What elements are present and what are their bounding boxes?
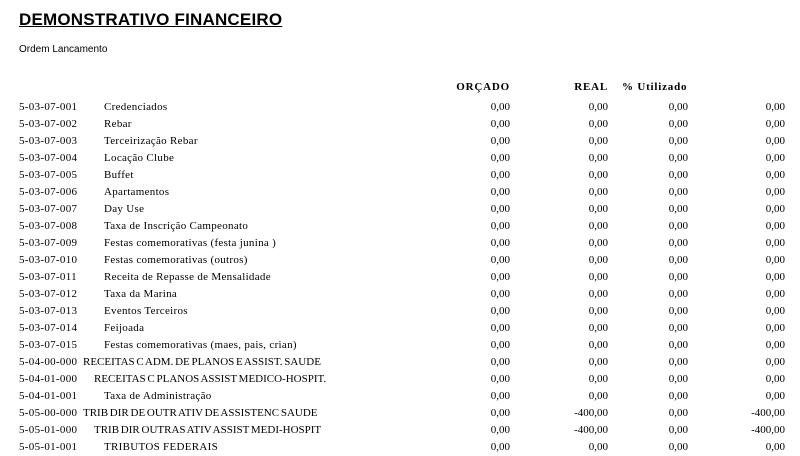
orcado-value: 0,00 — [490, 339, 510, 351]
account-description: Taxa de Administração — [104, 390, 212, 402]
orcado-value: 0,00 — [490, 424, 510, 436]
account-description: RECEITAS C ADM. DE PLANOS E ASSIST. SAUDE — [83, 356, 321, 368]
extra-value: 0,00 — [765, 322, 785, 334]
account-code: 5-03-07-011 — [19, 271, 77, 283]
account-code: 5-03-07-012 — [19, 288, 78, 300]
orcado-value: 0,00 — [490, 390, 510, 402]
orcado-value: 0,00 — [490, 186, 510, 198]
real-value: 0,00 — [588, 101, 608, 113]
table-row — [0, 99, 800, 116]
table-row — [0, 439, 800, 456]
extra-value: 0,00 — [765, 135, 785, 147]
account-code: 5-03-07-014 — [19, 322, 78, 334]
account-description: Festas comemorativas (festa junina ) — [104, 237, 277, 249]
table-row — [0, 320, 800, 337]
utilizado-value: 0,00 — [668, 203, 688, 215]
orcado-value: 0,00 — [490, 203, 510, 215]
table-row — [0, 422, 800, 439]
table-row — [0, 269, 800, 286]
account-description: Locação Clube — [104, 152, 175, 164]
account-description: Feijoada — [104, 322, 145, 334]
account-description: Receita de Repasse de Mensalidade — [104, 271, 271, 283]
account-description: Credenciados — [104, 101, 168, 113]
extra-value: 0,00 — [765, 373, 785, 385]
table-row — [0, 388, 800, 405]
orcado-value: 0,00 — [490, 407, 510, 419]
table-row — [0, 167, 800, 184]
account-description: Buffet — [104, 169, 134, 181]
account-code: 5-05-01-000 — [19, 424, 78, 436]
account-description: Festas comemorativas (outros) — [104, 254, 248, 266]
real-value: 0,00 — [588, 118, 608, 130]
account-code: 5-03-07-001 — [19, 101, 78, 113]
account-code: 5-03-07-003 — [19, 135, 78, 147]
table-row — [0, 371, 800, 388]
column-header-orcado: ORÇADO — [456, 81, 510, 93]
extra-value: -400,00 — [751, 424, 785, 436]
utilizado-value: 0,00 — [668, 135, 688, 147]
utilizado-value: 0,00 — [668, 254, 688, 266]
utilizado-value: 0,00 — [668, 169, 688, 181]
account-description: TRIB DIR OUTRAS ATIV ASSIST MEDI-HOSPIT — [94, 424, 322, 436]
real-value: 0,00 — [588, 169, 608, 181]
extra-value: 0,00 — [765, 152, 785, 164]
orcado-value: 0,00 — [490, 288, 510, 300]
account-code: 5-03-07-007 — [19, 203, 78, 215]
account-description: RECEITAS C PLANOS ASSIST MEDICO-HOSPIT. — [94, 373, 327, 385]
account-code: 5-05-00-000 — [19, 407, 78, 419]
extra-value: 0,00 — [765, 254, 785, 266]
real-value: 0,00 — [588, 152, 608, 164]
orcado-value: 0,00 — [490, 118, 510, 130]
orcado-value: 0,00 — [490, 441, 510, 453]
table-row — [0, 184, 800, 201]
real-value: 0,00 — [588, 373, 608, 385]
orcado-value: 0,00 — [490, 356, 510, 368]
orcado-value: 0,00 — [490, 220, 510, 232]
utilizado-value: 0,00 — [668, 373, 688, 385]
orcado-value: 0,00 — [490, 322, 510, 334]
real-value: 0,00 — [588, 203, 608, 215]
real-value: 0,00 — [588, 322, 608, 334]
real-value: -400,00 — [574, 424, 608, 436]
report-subtitle: Ordem Lancamento — [19, 44, 108, 55]
account-description: Rebar — [104, 118, 132, 130]
table-row — [0, 252, 800, 269]
account-description: TRIBUTOS FEDERAIS — [104, 441, 218, 453]
real-value: 0,00 — [588, 271, 608, 283]
account-description: Eventos Terceiros — [104, 305, 188, 317]
utilizado-value: 0,00 — [668, 152, 688, 164]
table-row — [0, 286, 800, 303]
table-row — [0, 201, 800, 218]
real-value: 0,00 — [588, 441, 608, 453]
utilizado-value: 0,00 — [668, 288, 688, 300]
extra-value: 0,00 — [765, 237, 785, 249]
orcado-value: 0,00 — [490, 101, 510, 113]
real-value: 0,00 — [588, 339, 608, 351]
real-value: 0,00 — [588, 390, 608, 402]
account-code: 5-03-07-009 — [19, 237, 78, 249]
account-description: Taxa de Inscrição Campeonato — [104, 220, 249, 232]
account-code: 5-03-07-005 — [19, 169, 78, 181]
utilizado-value: 0,00 — [668, 271, 688, 283]
extra-value: 0,00 — [765, 101, 785, 113]
report-table — [0, 99, 800, 456]
utilizado-value: 0,00 — [668, 305, 688, 317]
real-value: 0,00 — [588, 220, 608, 232]
account-code: 5-03-07-002 — [19, 118, 78, 130]
real-value: 0,00 — [588, 135, 608, 147]
real-value: 0,00 — [588, 254, 608, 266]
account-code: 5-04-00-000 — [19, 356, 78, 368]
orcado-value: 0,00 — [490, 169, 510, 181]
real-value: 0,00 — [588, 356, 608, 368]
real-value: 0,00 — [588, 186, 608, 198]
table-row — [0, 133, 800, 150]
table-row — [0, 218, 800, 235]
orcado-value: 0,00 — [490, 237, 510, 249]
extra-value: 0,00 — [765, 339, 785, 351]
extra-value: 0,00 — [765, 271, 785, 283]
account-description: Day Use — [104, 203, 145, 215]
extra-value: 0,00 — [765, 118, 785, 130]
extra-value: 0,00 — [765, 169, 785, 181]
account-description: Festas comemorativas (maes, pais, crian) — [104, 339, 297, 351]
orcado-value: 0,00 — [490, 152, 510, 164]
table-row — [0, 150, 800, 167]
extra-value: 0,00 — [765, 220, 785, 232]
account-code: 5-05-01-001 — [19, 441, 78, 453]
utilizado-value: 0,00 — [668, 424, 688, 436]
real-value: 0,00 — [588, 288, 608, 300]
account-code: 5-03-07-015 — [19, 339, 78, 351]
orcado-value: 0,00 — [490, 135, 510, 147]
column-header-real: REAL — [574, 81, 608, 93]
extra-value: 0,00 — [765, 203, 785, 215]
table-row — [0, 405, 800, 422]
orcado-value: 0,00 — [490, 305, 510, 317]
utilizado-value: 0,00 — [668, 220, 688, 232]
extra-value: 0,00 — [765, 356, 785, 368]
utilizado-value: 0,00 — [668, 407, 688, 419]
column-header-utilizado: % Utilizado — [622, 81, 688, 93]
real-value: 0,00 — [588, 237, 608, 249]
utilizado-value: 0,00 — [668, 390, 688, 402]
account-description: Terceirização Rebar — [104, 135, 198, 147]
extra-value: 0,00 — [765, 186, 785, 198]
extra-value: -400,00 — [751, 407, 785, 419]
extra-value: 0,00 — [765, 441, 785, 453]
table-row — [0, 303, 800, 320]
utilizado-value: 0,00 — [668, 339, 688, 351]
extra-value: 0,00 — [765, 390, 785, 402]
report-title: DEMONSTRATIVO FINANCEIRO — [19, 10, 283, 29]
table-row — [0, 116, 800, 133]
account-code: 5-03-07-004 — [19, 152, 78, 164]
extra-value: 0,00 — [765, 288, 785, 300]
utilizado-value: 0,00 — [668, 441, 688, 453]
account-code: 5-03-07-010 — [19, 254, 78, 266]
account-description: TRIB DIR DE OUTR ATIV DE ASSISTENC SAUDE — [83, 407, 318, 419]
orcado-value: 0,00 — [490, 271, 510, 283]
account-code: 5-03-07-013 — [19, 305, 78, 317]
account-code: 5-04-01-001 — [19, 390, 78, 402]
real-value: 0,00 — [588, 305, 608, 317]
table-row — [0, 337, 800, 354]
utilizado-value: 0,00 — [668, 101, 688, 113]
extra-value: 0,00 — [765, 305, 785, 317]
account-description: Taxa da Marina — [104, 288, 178, 300]
utilizado-value: 0,00 — [668, 186, 688, 198]
account-code: 5-04-01-000 — [19, 373, 78, 385]
orcado-value: 0,00 — [490, 373, 510, 385]
orcado-value: 0,00 — [490, 254, 510, 266]
utilizado-value: 0,00 — [668, 237, 688, 249]
table-row — [0, 235, 800, 252]
account-description: Apartamentos — [104, 186, 170, 198]
utilizado-value: 0,00 — [668, 322, 688, 334]
utilizado-value: 0,00 — [668, 118, 688, 130]
account-code: 5-03-07-008 — [19, 220, 78, 232]
account-code: 5-03-07-006 — [19, 186, 78, 198]
real-value: -400,00 — [574, 407, 608, 419]
utilizado-value: 0,00 — [668, 356, 688, 368]
table-row — [0, 354, 800, 371]
